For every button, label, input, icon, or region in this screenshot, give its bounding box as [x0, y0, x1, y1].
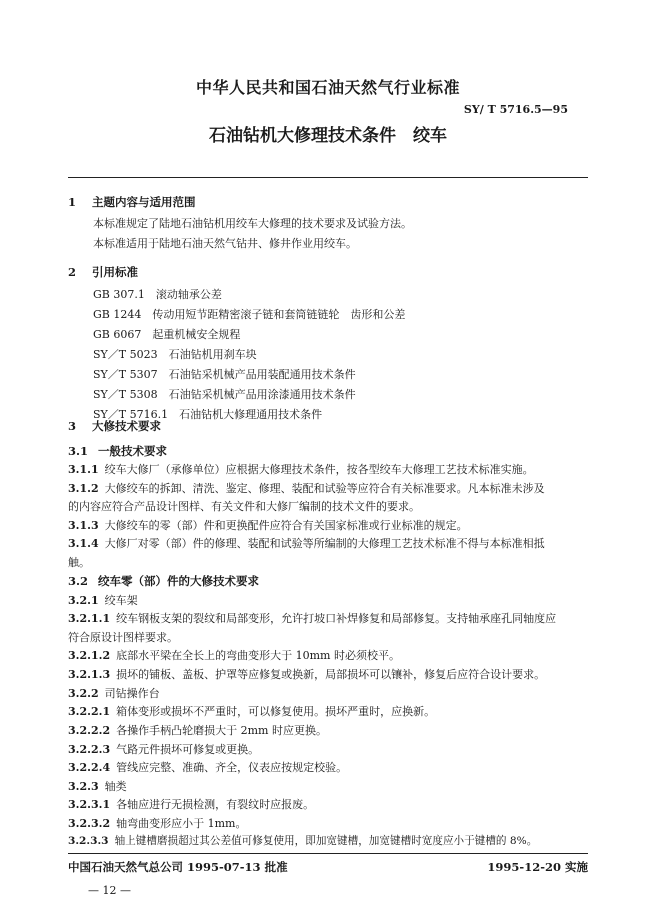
clause-text: 各轴应进行无损检测，有裂纹时应报废。: [116, 798, 315, 811]
effective-date: 1995-12-20 实施: [487, 860, 588, 874]
subsection-3-2-3-heading: [68, 778, 127, 794]
clause-3-2-1-1: [68, 610, 556, 626]
reference-item: SY／T 5716.1 石油钻机大修理通用技术条件: [93, 408, 323, 421]
clause-number: 3.2.2.1: [68, 705, 111, 718]
section-title: 大修技术要求: [92, 419, 161, 433]
section-title: 引用标准: [92, 265, 138, 279]
clause-text: 司钻操作台: [104, 687, 160, 700]
clause-text: 绞车钢板支架的裂纹和局部变形，允许打坡口补焊修复和局部修复。支持轴承座孔同轴度应: [116, 612, 557, 625]
clause-number: 3.1.1: [68, 463, 99, 476]
paragraph: 本标准适用于陆地石油天然气钻井、修井作业用绞车。: [93, 237, 357, 250]
clause-3-1-2: [68, 480, 545, 496]
clause-number: 3.2.1.1: [68, 612, 111, 625]
clause-number: 3.2.3: [68, 780, 99, 793]
section-number: 3.1: [68, 444, 89, 458]
section-2-heading: [68, 264, 138, 280]
clause-3-2-1-2: [68, 647, 400, 663]
clause-text: 各操作手柄凸轮磨损大于 2mm 时应更换。: [116, 724, 327, 737]
clause-3-2-3-1: [68, 796, 314, 812]
reference-item: GB 307.1 滚动轴承公差: [93, 288, 222, 301]
section-number: 1: [68, 195, 77, 209]
subsection-3-2-2-heading: [68, 685, 160, 701]
clause-number: 3.2.1: [68, 594, 99, 607]
clause-number: 3.2.3.2: [68, 817, 111, 830]
reference-item: SY／T 5023 石油钻机用刹车块: [93, 348, 257, 361]
clause-3-2-1-3: [68, 666, 545, 682]
clause-text: 箱体变形或损坏不严重时，可以修复使用。损坏严重时，应换新。: [116, 705, 436, 718]
reference-item: SY／T 5308 石油钻采机械产品用涂漆通用技术条件: [93, 388, 356, 401]
reference-item: GB 1244 传动用短节距精密滚子链和套筒链链轮 齿形和公差: [93, 308, 406, 321]
subsection-3-1-heading: [68, 443, 167, 459]
clause-number: 3.2.3.1: [68, 798, 111, 811]
footer-divider: [68, 853, 588, 854]
clause-number: 3.1.3: [68, 519, 99, 532]
clause-3-2-2-1: [68, 703, 435, 719]
clause-number: 3.2.1.2: [68, 649, 111, 662]
clause-number: 3.2.2: [68, 687, 99, 700]
section-number: 3: [68, 419, 77, 433]
reference-item: GB 6067 起重机械安全规程: [93, 328, 241, 341]
industry-standard-title: 中华人民共和国石油天然气行业标准: [195, 78, 460, 97]
paragraph: 本标准规定了陆地石油钻机用绞车大修理的技术要求及试验方法。: [93, 217, 412, 230]
clause-text: 轴类: [104, 780, 127, 793]
section-number: 3.2: [68, 574, 89, 588]
subsection-3-2-1-heading: [68, 592, 138, 608]
clause-text: 底部水平梁在全长上的弯曲变形大于 10mm 时必须校平。: [116, 649, 400, 662]
clause-3-2-3-3: [68, 833, 537, 848]
clause-number: 3.1.2: [68, 482, 99, 495]
clause-3-2-2-3: [68, 741, 259, 757]
section-title: 一般技术要求: [98, 444, 167, 458]
clause-text: 大修绞车的零（部）件和更换配件应符合有关国家标准或行业标准的规定。: [104, 519, 468, 532]
clause-number: 3.2.3.3: [68, 835, 109, 847]
clause-text: 损坏的铺板、盖板、护罩等应修复或换新，局部损坏可以镶补，修复后应符合设计要求。: [116, 668, 546, 681]
clause-number: 3.2.2.2: [68, 724, 111, 737]
clause-text: 大修厂对零（部）件的修理、装配和试验等所编制的大修理工艺技术标准不得与本标准相抵: [104, 537, 545, 550]
clause-3-2-2-2: [68, 722, 327, 738]
clause-number: 3.2.2.4: [68, 761, 111, 774]
clause-number: 3.1.4: [68, 537, 99, 550]
subsection-3-2-heading: [68, 573, 259, 589]
clause-text: 绞车架: [104, 594, 138, 607]
reference-item: SY／T 5307 石油钻采机械产品用装配通用技术条件: [93, 368, 356, 381]
clause-3-1-4: [68, 535, 545, 551]
clause-continuation: 触。: [68, 556, 90, 569]
clause-text: 大修绞车的拆卸、清洗、鉴定、修理、装配和试验等应符合有关标准要求。凡本标准未涉及: [104, 482, 545, 495]
section-3-heading: [68, 418, 161, 434]
section-title: 主题内容与适用范围: [92, 195, 196, 209]
clause-3-2-2-4: [68, 759, 347, 775]
section-number: 2: [68, 265, 77, 279]
section-1-heading: [68, 194, 196, 210]
clause-number: 3.2.2.3: [68, 743, 111, 756]
section-title: 绞车零（部）件的大修技术要求: [98, 574, 259, 588]
page-number: — 12 —: [88, 884, 131, 897]
clause-continuation: 的内容应符合产品设计图样、有关文件和大修厂编制的技术文件的要求。: [68, 500, 420, 513]
clause-text: 轴上键槽磨损超过其公差值可修复使用，即加宽键槽，加宽键槽时宽度应小于键槽的 8%。: [114, 835, 538, 847]
clause-text: 轴弯曲变形应小于 1mm。: [116, 817, 247, 830]
document-title: 石油钻机大修理技术条件 绞车: [209, 126, 447, 146]
clause-continuation: 符合原设计图样要求。: [68, 631, 178, 644]
clause-3-1-3: [68, 517, 468, 533]
standard-code: SY/ T 5716.5—95: [463, 103, 568, 116]
clause-text: 气路元件损坏可修复或更换。: [116, 743, 260, 756]
clause-3-2-3-2: [68, 815, 246, 831]
header-divider: [68, 177, 588, 178]
clause-text: 绞车大修厂（承修单位）应根据大修理技术条件，按各型绞车大修理工艺技术标准实施。: [104, 463, 534, 476]
clause-text: 管线应完整、准确、齐全，仪表应按规定校验。: [116, 761, 348, 774]
clause-number: 3.2.1.3: [68, 668, 111, 681]
approval-line: 中国石油天然气总公司 1995-07-13 批准: [68, 860, 288, 874]
clause-3-1-1: [68, 461, 534, 477]
